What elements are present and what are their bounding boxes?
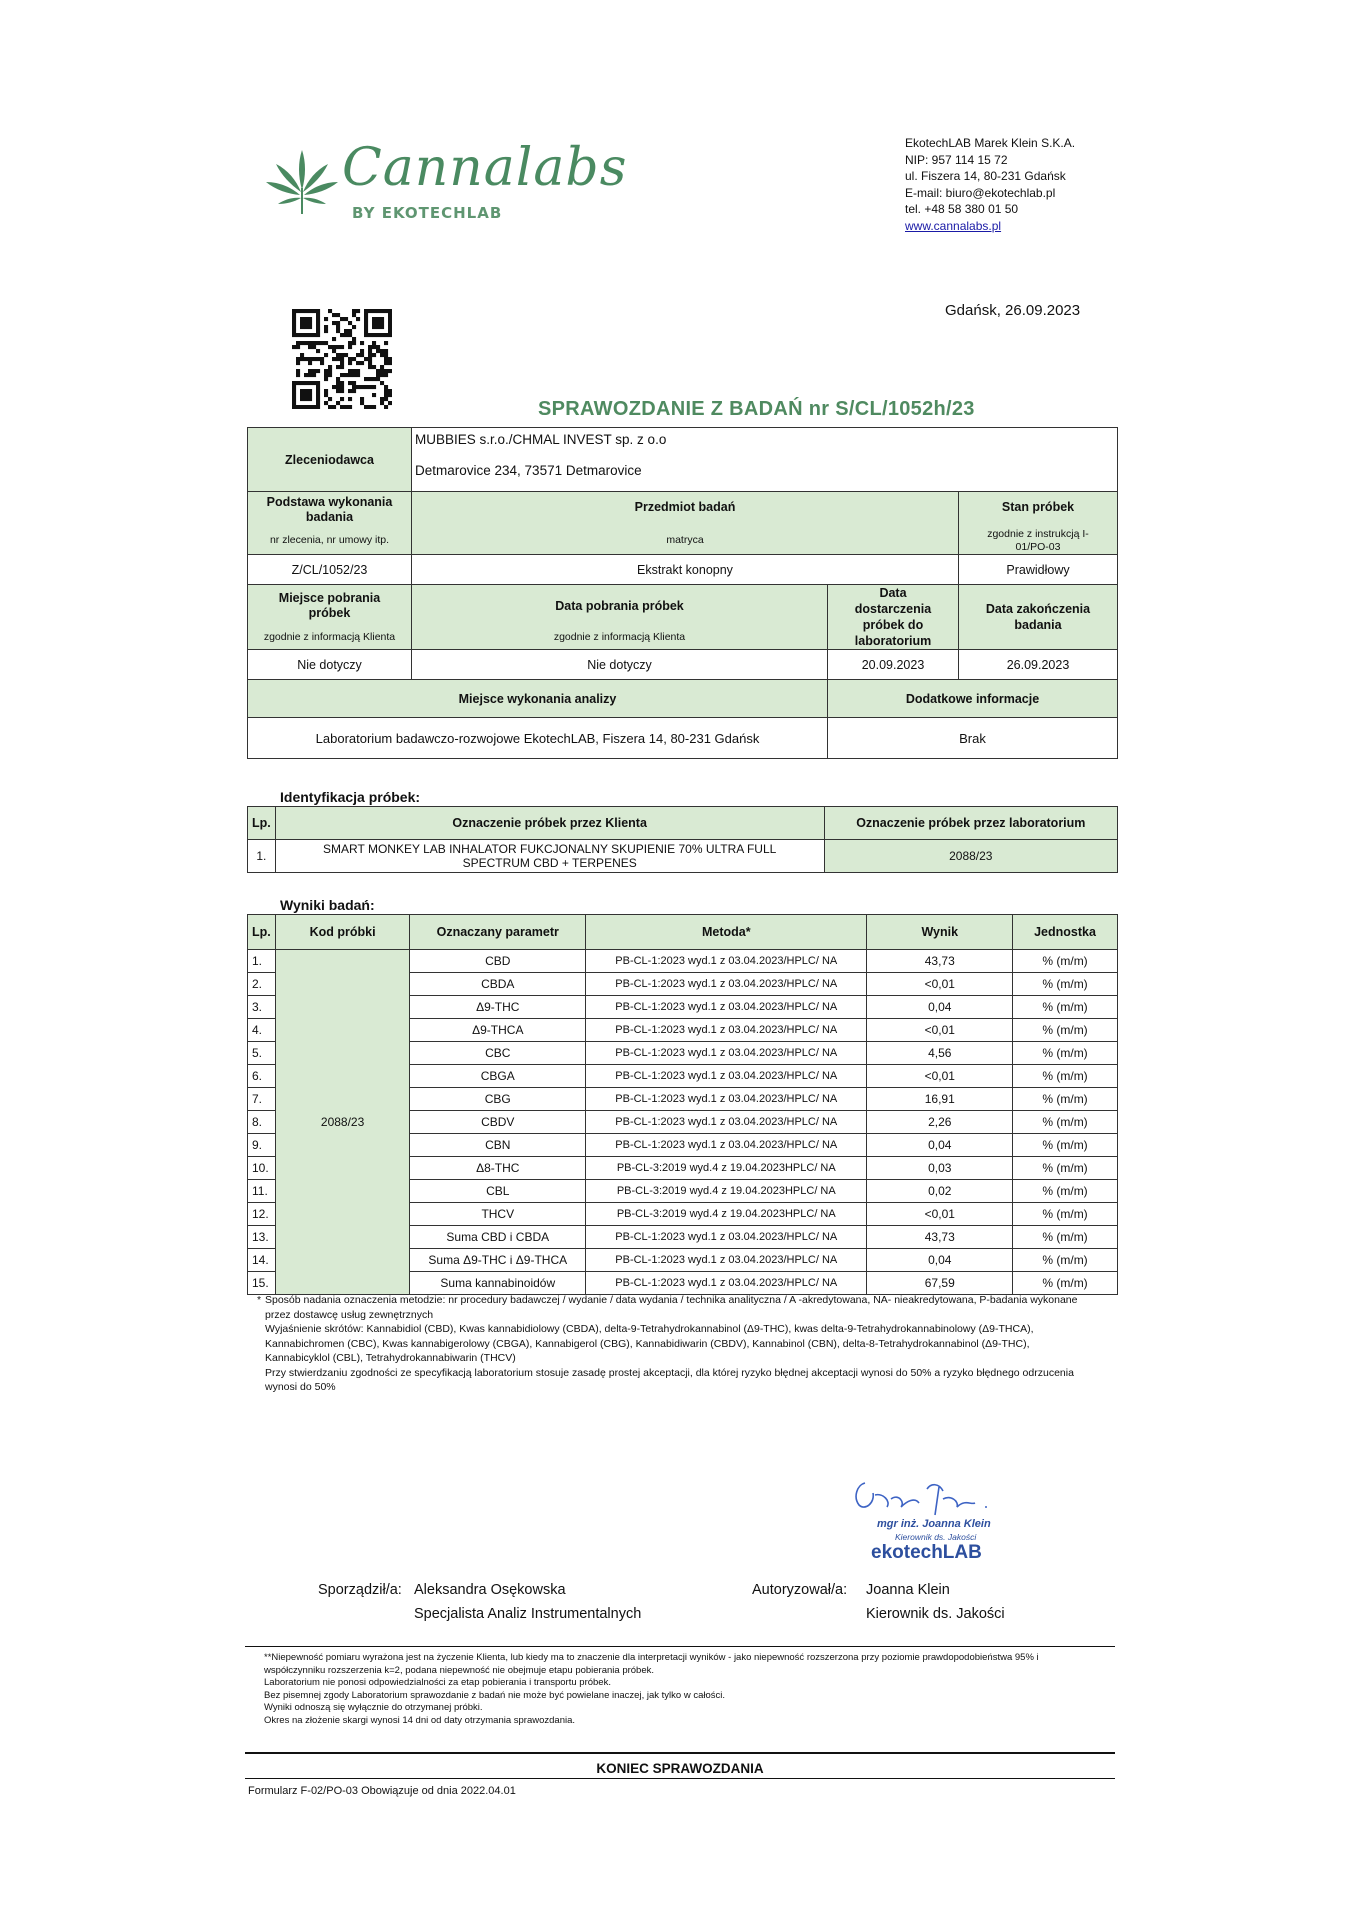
result-value: <0,01 [867,1065,1013,1088]
result-lp: 15. [248,1272,276,1295]
subject-sub: matryca [666,534,704,546]
result-method: PB-CL-3:2019 wyd.4 z 19.04.2023HPLC/ NA [586,1180,867,1203]
result-param: Δ8-THC [410,1157,586,1180]
result-param: Suma Δ9-THC i Δ9-THCA [410,1249,586,1272]
subject-label: Przedmiot badań [634,500,736,514]
result-unit: % (m/m) [1013,950,1118,973]
cannalabs-logo [262,138,628,230]
note-uncertainty: **Niepewność pomiaru wyrażona jest na życzenie Klienta, lub kiedy ma to znaczenie dla interpretacji wyników - jako niepewność rozszerzona przy poziomie prawdopodobieństwa 95% i współczynniku rozszerzenia k=2, podana niepewność nie obejmuje etapu pobierania próbek. [264,1652,1039,1676]
result-unit: % (m/m) [1013,1134,1118,1157]
result-unit: % (m/m) [1013,1272,1118,1295]
note-complaint: Okres na złożenie skargi wynosi 14 dni od daty otrzymania sprawozdania. [264,1714,576,1726]
result-value: 43,73 [867,1226,1013,1249]
result-value: <0,01 [867,973,1013,996]
result-unit: % (m/m) [1013,996,1118,1019]
results-header-row [248,915,1118,950]
result-lp: 1. [248,950,276,973]
results-code-header: Kod próbki [275,915,410,950]
note-results: Wyniki odnoszą się wyłącznie do otrzymanej próbki. [264,1702,483,1713]
result-value: 0,02 [867,1180,1013,1203]
result-lp: 11. [248,1180,276,1203]
footnote-abbreviations: Wyjaśnienie skrótów: Kannabidiol (CBD), Kwas kannabidiolowy (CBDA), delta-9-Tetrahydrokannabinol (Δ9-THC), kwas delta-9-Tetrahydrokannabinolowy (Δ9-THCA), Kannabichromen (CBC), Kwas kannabigerolowy (CBGA), Kannabigerol (CBG), Kannabidiwarin (CBDV), Kannabinol (CBN), delta-8-Tetrahydrokannabinol (Δ9-THC), Kannabicyklol (CBL), Tetrahydrokannabiwarin (THCV) [265,1323,1034,1364]
result-lp: 2. [248,973,276,996]
results-result-header: Wynik [867,915,1013,950]
order-no: Z/CL/1052/23 [247,554,412,585]
basis-header [247,491,412,555]
result-value: 4,56 [867,1042,1013,1065]
result-method: PB-CL-1:2023 wyd.1 z 03.04.2023/HPLC/ NA [586,950,867,973]
result-unit: % (m/m) [1013,1180,1118,1203]
result-unit: % (m/m) [1013,1226,1118,1249]
result-param: Δ9-THC [410,996,586,1019]
stamp-role: Kierownik ds. Jakości [895,1532,977,1542]
ident-lab-mark-header: Oznaczenie próbek przez laboratorium [824,807,1117,840]
result-lp: 8. [248,1111,276,1134]
ident-client-mark-header: Oznaczenie próbek przez Klienta [275,807,824,840]
result-param: CBL [410,1180,586,1203]
footnote-method: Sposób nadania oznaczenia metodzie: nr procedury badawczej / wydanie / data wydania / technika analityczna / A -akredytowana, NA- nieakredytowana, P-badania wykonane przez dostawcę usług zewnętrznych [265,1294,1078,1321]
client-name: MUBBIES s.r.o./CHMAL INVEST sp. z o.o [415,432,667,447]
result-param: Suma CBD i CBDA [410,1226,586,1249]
ident-lab-mark: 2088/23 [824,840,1117,873]
note-responsibility: Laboratorium nie ponosi odpowiedzialności za etap pobierania i transportu próbek. [264,1677,611,1688]
authorized-role: Kierownik ds. Jakości [866,1606,1005,1622]
sample-code: 2088/23 [275,950,410,1295]
state-value: Prawidłowy [958,554,1118,585]
company-website-link[interactable]: www.cannalabs.pl [905,218,1002,233]
stamp-name: mgr inż. Joanna Klein [877,1518,991,1530]
bottom-notes [264,1652,1064,1727]
result-param: CBN [410,1134,586,1157]
ident-client-mark: SMART MONKEY LAB INHALATOR FUKCJONALNY SKUPIENIE 70% ULTRA FULL SPECTRUM CBD + TERPENES [275,840,824,873]
qr-code-icon[interactable] [292,309,392,409]
result-unit: % (m/m) [1013,1111,1118,1134]
result-value: 0,04 [867,1134,1013,1157]
sampling-date-header [411,584,828,650]
result-lp: 6. [248,1065,276,1088]
company-phone: tel. +48 58 380 01 50 [905,202,1019,216]
results-title: Wyniki badań: [280,897,375,913]
additional-value: Brak [827,717,1118,759]
result-method: PB-CL-1:2023 wyd.1 z 03.04.2023/HPLC/ NA [586,1272,867,1295]
sampling-place-header [247,584,412,650]
result-lp: 5. [248,1042,276,1065]
result-param: CBG [410,1088,586,1111]
end-divider-top [245,1752,1115,1754]
result-value: 0,04 [867,996,1013,1019]
company-info [905,135,1075,234]
result-method: PB-CL-1:2023 wyd.1 z 03.04.2023/HPLC/ NA [586,1019,867,1042]
result-value: <0,01 [867,1203,1013,1226]
result-value: 2,26 [867,1111,1013,1134]
sampling-date-label: Data pobrania próbek [555,599,684,613]
result-lp: 12. [248,1203,276,1226]
sampling-place-value: Nie dotyczy [247,649,412,680]
result-lp: 13. [248,1226,276,1249]
report-title: SPRAWOZDANIE Z BADAŃ nr S/CL/1052h/23 [538,398,975,420]
notes-divider [245,1646,1115,1647]
result-method: PB-CL-3:2019 wyd.4 z 19.04.2023HPLC/ NA [586,1203,867,1226]
client-address: Detmarovice 234, 73571 Detmarovice [415,463,642,478]
result-unit: % (m/m) [1013,1203,1118,1226]
results-param-header: Oznaczany parametr [410,915,586,950]
footnote-conformity: Przy stwierdzaniu zgodności ze specyfikacją laboratorium stosuje zasadę prostej akceptacji, dla której ryzyko błędnej akceptacji wynosi do 50% a ryzyko błędnego odrzucenia wynosi do 50% [265,1366,1074,1393]
result-method: PB-CL-1:2023 wyd.1 z 03.04.2023/HPLC/ NA [586,1249,867,1272]
ident-lp: 1. [248,840,276,873]
company-email: E-mail: biuro@ekotechlab.pl [905,185,1056,200]
result-value: 0,04 [867,1249,1013,1272]
results-lp-header: Lp. [248,915,276,950]
table-row [248,950,1118,973]
results-body [248,950,1118,1295]
result-unit: % (m/m) [1013,1019,1118,1042]
result-value: 67,59 [867,1272,1013,1295]
result-method: PB-CL-1:2023 wyd.1 z 03.04.2023/HPLC/ NA [586,996,867,1019]
prepared-label: Sporządził/a: [318,1582,402,1598]
note-copying: Bez pisemnej zgody Laboratorium sprawozdanie z badań nie może być powielane inaczej, jak tylko w całości. [264,1689,725,1701]
matrix-value: Ekstrakt konopny [411,554,959,585]
delivery-label: Data dostarczenia próbek do laboratorium [827,584,959,650]
sampling-date-value: Nie dotyczy [411,649,828,680]
delivery-date-value: 20.09.2023 [827,649,959,680]
state-sub: zgodnie z instrukcją I-01/PO-03 [987,528,1089,553]
signature-stamp [835,1475,1035,1565]
analysis-place-label: Miejsce wykonania analizy [247,679,828,718]
additional-label: Dodatkowe informacje [827,679,1118,718]
authorized-name: Joanna Klein [866,1582,950,1598]
client-label: Zleceniodawca [247,427,412,492]
result-value: <0,01 [867,1019,1013,1042]
footnote [257,1293,1095,1395]
result-lp: 7. [248,1088,276,1111]
sampling-place-sub: zgodnie z informacją Klienta [263,631,396,643]
completion-date-value: 26.09.2023 [958,649,1118,680]
results-unit-header: Jednostka [1013,915,1118,950]
result-method: PB-CL-1:2023 wyd.1 z 03.04.2023/HPLC/ NA [586,1065,867,1088]
result-method: PB-CL-1:2023 wyd.1 z 03.04.2023/HPLC/ NA [586,973,867,996]
prepared-role: Specjalista Analiz Instrumentalnych [414,1606,642,1622]
company-name: EkotechLAB Marek Klein S.K.A. [905,136,1076,150]
result-value: 16,91 [867,1088,1013,1111]
result-lp: 3. [248,996,276,1019]
identification-title: Identyfikacja próbek: [280,789,421,805]
company-address: ul. Fiszera 14, 80-231 Gdańsk [905,169,1066,183]
logo-byline: BY EKOTECHLAB [352,204,503,222]
result-method: PB-CL-1:2023 wyd.1 z 03.04.2023/HPLC/ NA [586,1111,867,1134]
result-param: CBC [410,1042,586,1065]
results-table [247,914,1118,1295]
completion-label: Data zakończenia badania [958,584,1118,650]
results-method-header: Metoda* [586,915,867,950]
state-header [958,491,1118,555]
result-unit: % (m/m) [1013,1249,1118,1272]
result-param: THCV [410,1203,586,1226]
result-method: PB-CL-1:2023 wyd.1 z 03.04.2023/HPLC/ NA [586,1088,867,1111]
analysis-place-value: Laboratorium badawczo-rozwojowe EkotechLAB, Fiszera 14, 80-231 Gdańsk [247,717,828,759]
result-unit: % (m/m) [1013,1042,1118,1065]
end-of-report: KONIEC SPRAWOZDANIA [596,1761,764,1776]
authorized-label: Autoryzował/a: [752,1582,848,1598]
result-unit: % (m/m) [1013,1157,1118,1180]
result-method: PB-CL-1:2023 wyd.1 z 03.04.2023/HPLC/ NA [586,1226,867,1249]
state-label: Stan próbek [1001,500,1075,514]
form-code: Formularz F-02/PO-03 Obowiązuje od dnia 2022.04.01 [248,1785,516,1797]
footnote-star: * [257,1294,262,1306]
result-lp: 10. [248,1157,276,1180]
result-value: 0,03 [867,1157,1013,1180]
result-param: Suma kannabinoidów [410,1272,586,1295]
end-divider-bottom [245,1778,1115,1779]
result-unit: % (m/m) [1013,1065,1118,1088]
identification-table [247,806,1118,873]
cannabis-leaf-icon [262,148,342,218]
stamp-brand: ekotechLAB [871,1542,982,1563]
result-param: Δ9-THCA [410,1019,586,1042]
result-unit: % (m/m) [1013,1088,1118,1111]
result-param: CBDV [410,1111,586,1134]
sampling-place-label: Miejsce pobrania próbek [278,591,381,620]
place-date: Gdańsk, 26.09.2023 [945,302,1081,319]
result-lp: 9. [248,1134,276,1157]
result-lp: 4. [248,1019,276,1042]
prepared-name: Aleksandra Osękowska [414,1582,566,1598]
company-nip: NIP: 957 114 15 72 [905,152,1008,167]
subject-header [411,491,959,555]
result-lp: 14. [248,1249,276,1272]
result-method: PB-CL-1:2023 wyd.1 z 03.04.2023/HPLC/ NA [586,1134,867,1157]
result-param: CBD [410,950,586,973]
basis-sub: nr zlecenia, nr umowy itp. [269,534,390,546]
result-method: PB-CL-3:2019 wyd.4 z 19.04.2023HPLC/ NA [586,1157,867,1180]
logo-wordmark: Cannalabs [342,138,628,198]
identification-header-row [248,807,1118,840]
client-box [411,427,1118,492]
result-param: CBDA [410,973,586,996]
result-param: CBGA [410,1065,586,1088]
ident-lp-header: Lp. [248,807,276,840]
result-method: PB-CL-1:2023 wyd.1 z 03.04.2023/HPLC/ NA [586,1042,867,1065]
sampling-date-sub: zgodnie z informacją Klienta [553,631,686,643]
basis-label: Podstawa wykonania badania [266,495,393,524]
table-row [248,840,1118,873]
result-value: 43,73 [867,950,1013,973]
result-unit: % (m/m) [1013,973,1118,996]
